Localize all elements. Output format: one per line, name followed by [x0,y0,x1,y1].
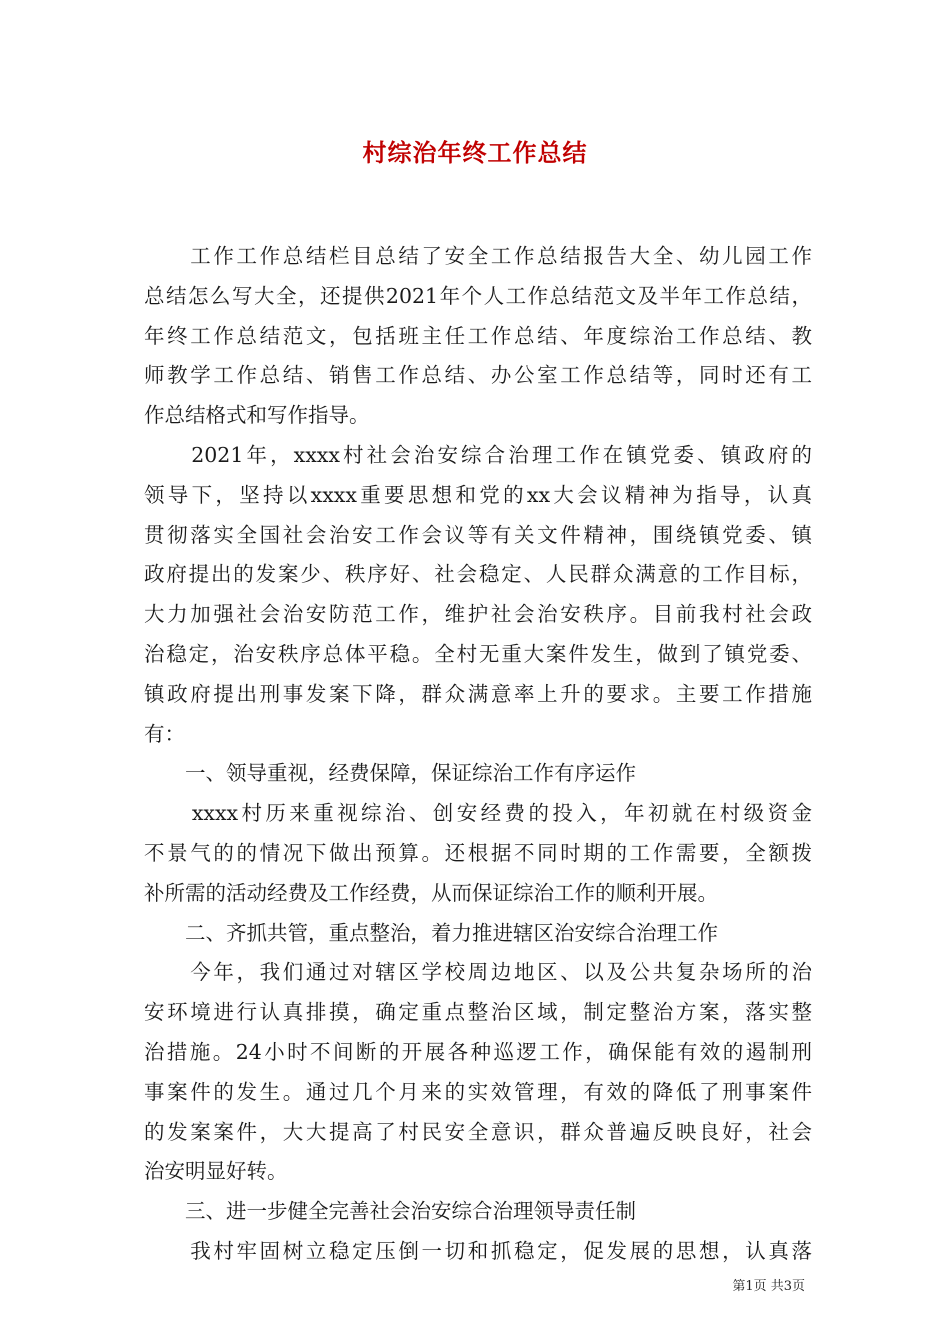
body-line: 政府提出的发案少、秩序好、社会稳定、人民群众满意的工作目标， [144,562,812,587]
body-line: 不景气的的情况下做出预算。还根据不同时期的工作需要，全额拨 [144,840,812,865]
body-line: 镇政府提出刑事发案下降，群众满意率上升的要求。主要工作措施 [144,681,812,706]
document-title: 村综治年终工作总结 [362,139,588,167]
body-line: 安环境进行认真排摸，确定重点整治区域，制定整治方案，落实整 [144,1000,812,1025]
body-line: 治稳定，治安秩序总体平稳。全村无重大案件发生，做到了镇党委、 [144,641,812,666]
body-line: 领导下，坚持以xxxx重要思想和党的xx大会议精神为指导，认真 [144,482,812,507]
body-line: 大力加强社会治安防范工作，维护社会治安秩序。目前我村社会政 [144,602,812,627]
body-line: 工作工作总结栏目总结了安全工作总结报告大全、幼儿园工作 [144,244,812,268]
document-body [144,237,812,1272]
section-heading: 二、齐抓共管，重点整治，着力推进辖区治安综合治理工作 [144,920,718,945]
page-number: 第1页 共3页 [732,1279,805,1294]
body-line: 事案件的发生。通过几个月来的实效管理，有效的降低了刑事案件 [144,1079,812,1104]
section-heading: 一、领导重视，经费保障，保证综治工作有序运作 [144,761,636,786]
body-line: 总结怎么写大全，还提供2021年个人工作总结范文及半年工作总结， [144,283,812,308]
body-line: 2021年，xxxx村社会治安综合治理工作在镇党委、镇政府的 [144,442,812,467]
section-heading: 三、进一步健全完善社会治安综合治理领导责任制 [144,1199,636,1224]
body-line: 贯彻落实全国社会治安工作会议等有关文件精神，围绕镇党委、镇 [144,522,812,547]
body-line: 的发案案件，大大提高了村民安全意识，群众普遍反映良好，社会 [144,1119,812,1144]
body-line: 作总结格式和写作指导。 [144,403,370,428]
body-line: 年终工作总结范文，包括班主任工作总结、年度综治工作总结、教 [144,323,812,348]
body-line: 我村牢固树立稳定压倒一切和抓稳定，促发展的思想，认真落 [144,1238,812,1263]
body-line: 有： [144,721,185,746]
body-line: 今年，我们通过对辖区学校周边地区、以及公共复杂场所的治 [144,960,812,985]
body-line: 治措施。24小时不间断的开展各种巡逻工作，确保能有效的遏制刑 [144,1039,812,1064]
body-line: xxxx村历来重视综治、创安经费的投入，年初就在村级资金 [144,801,812,826]
body-line: 治安明显好转。 [144,1159,288,1184]
body-line: 师教学工作总结、销售工作总结、办公室工作总结等，同时还有工 [144,363,812,388]
body-line: 补所需的活动经费及工作经费，从而保证综治工作的顺利开展。 [144,880,718,905]
